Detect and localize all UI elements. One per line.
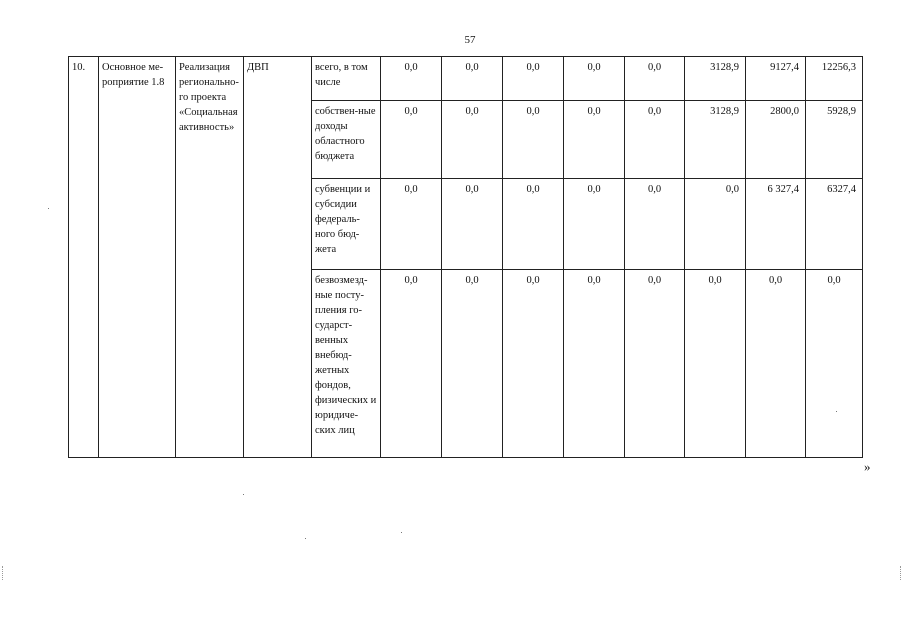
value-cell: 6327,4 <box>806 179 863 270</box>
value-cell: 0,0 <box>625 270 685 458</box>
value-cell: 0,0 <box>503 101 564 179</box>
scan-edge-mark <box>2 566 5 580</box>
value-cell: 0,0 <box>625 101 685 179</box>
value-cell: 0,0 <box>625 179 685 270</box>
budget-table <box>68 56 863 458</box>
value-cell: 0,0 <box>381 57 442 101</box>
value-cell: 0,0 <box>442 101 503 179</box>
value-cell: 0,0 <box>442 270 503 458</box>
value-cell: 0,0 <box>685 270 746 458</box>
value-cell: 0,0 <box>381 270 442 458</box>
value-cell: 0,0 <box>806 270 863 458</box>
value-cell: 12256,3 <box>806 57 863 101</box>
value-cell: 0,0 <box>685 179 746 270</box>
value-cell: 0,0 <box>381 101 442 179</box>
value-cell: 3128,9 <box>685 101 746 179</box>
source-label: безвозмезд-ные посту-пления го-сударст-венных внебюд-жетных фондов, физических и юридиче-ских лиц <box>312 270 381 458</box>
value-cell: 0,0 <box>503 179 564 270</box>
scan-speck <box>401 532 402 533</box>
value-cell: 0,0 <box>442 57 503 101</box>
executor: ДВП <box>244 57 312 458</box>
table-row <box>69 57 863 101</box>
value-cell: 0,0 <box>503 57 564 101</box>
source-label: собствен-ные доходы областного бюджета <box>312 101 381 179</box>
value-cell: 0,0 <box>564 57 625 101</box>
event-description: Реализация регионально-го проекта «Социальная активность» <box>176 57 244 458</box>
value-cell: 0,0 <box>381 179 442 270</box>
value-cell: 0,0 <box>503 270 564 458</box>
scan-speck <box>305 538 306 539</box>
scan-speck <box>48 208 49 209</box>
page-number: 57 <box>464 34 476 46</box>
value-cell: 0,0 <box>564 101 625 179</box>
row-number: 10. <box>69 57 99 458</box>
scan-edge-mark <box>900 566 903 580</box>
event-name: Основное ме-роприятие 1.8 <box>99 57 176 458</box>
value-cell: 0,0 <box>564 270 625 458</box>
value-cell: 0,0 <box>746 270 806 458</box>
source-label: всего, в том числе <box>312 57 381 101</box>
value-cell: 3128,9 <box>685 57 746 101</box>
scan-speck <box>836 411 837 412</box>
value-cell: 0,0 <box>625 57 685 101</box>
value-cell: 2800,0 <box>746 101 806 179</box>
value-cell: 9127,4 <box>746 57 806 101</box>
value-cell: 0,0 <box>564 179 625 270</box>
closing-quote: » <box>864 459 871 474</box>
value-cell: 0,0 <box>442 179 503 270</box>
source-label: субвенции и субсидии федераль-ного бюд-жета <box>312 179 381 270</box>
value-cell: 5928,9 <box>806 101 863 179</box>
value-cell: 6 327,4 <box>746 179 806 270</box>
scan-speck <box>243 494 244 495</box>
